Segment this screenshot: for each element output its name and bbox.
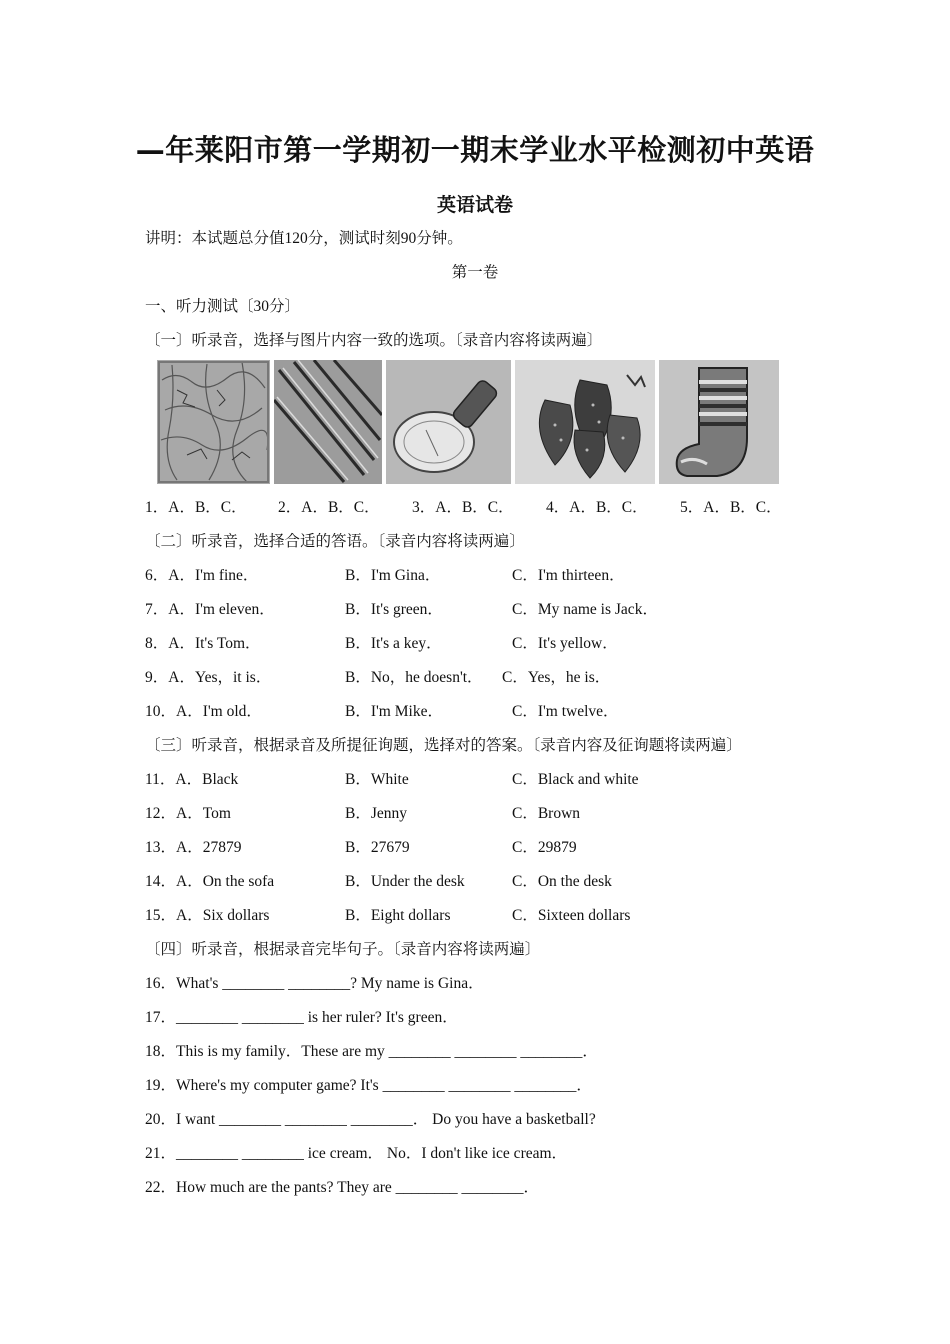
option-b: B．I'm Mike．	[345, 703, 443, 720]
question-22: 22．How much are the pants? They are ________ ________．	[145, 1179, 540, 1196]
option-b: B．Under the desk	[345, 873, 465, 890]
strawberries-icon	[515, 360, 655, 484]
option-c: C．I'm thirteen．	[512, 567, 625, 584]
picture-strip	[157, 360, 791, 484]
question-20: 20．I want ________ ________ ________． Do you have a basketball?	[145, 1111, 596, 1128]
option-a: 8．A．It's Tom．	[145, 635, 261, 652]
option-b: B．Eight dollars	[345, 907, 451, 924]
question-2-options: 2．A．B．C．	[278, 499, 380, 516]
option-b: B．It's a key．	[345, 635, 442, 652]
option-a: 12．A．Tom	[145, 805, 231, 822]
option-c: C．I'm twelve．	[512, 703, 619, 720]
part1-instruction: 〔一〕听录音，选择与图片内容一致的选项。〔录音内容将读两遍〕	[145, 332, 603, 349]
option-b: B．I'm Gina．	[345, 567, 441, 584]
pencils-icon	[274, 360, 382, 484]
option-a: 13．A．27879	[145, 839, 242, 856]
ping-pong-paddle-icon	[386, 360, 511, 484]
page-title: —年莱阳市第一学期初一期末学业水平检测初中英语	[135, 133, 815, 167]
part3-instruction: 〔三〕听录音，根据录音及所提征询题，选择对的答案。〔录音内容及征询题将读两遍〕	[145, 737, 742, 754]
option-c: C．On the desk	[512, 873, 612, 890]
option-c: C．My name is Jack．	[512, 601, 658, 618]
option-a: 11．A．Black	[145, 771, 239, 788]
option-c: C．Brown	[512, 805, 581, 822]
part4-instruction: 〔四〕听录音，根据录音完毕句子。〔录音内容将读两遍〕	[145, 941, 541, 958]
part2-instruction: 〔二〕听录音，选择合适的答语。〔录音内容将读两遍〕	[145, 533, 525, 550]
question-4-options: 4．A．B．C．	[546, 499, 648, 516]
option-b: B．Jenny	[345, 805, 408, 822]
option-a: 6．A．I'm fine．	[145, 567, 259, 584]
question-21: 21．________ ________ ice cream． No．I don't like ice cream．	[145, 1145, 568, 1162]
option-c: C．Sixteen dollars	[512, 907, 631, 924]
option-b: B．It's green．	[345, 601, 443, 618]
volume-heading: 第一卷	[451, 264, 499, 281]
option-c: C．Yes，he is．	[502, 669, 611, 686]
question-16: 16．What's ________ ________? My name is Gina．	[145, 975, 484, 992]
question-19: 19．Where's my computer game? It's ________ ________ ________．	[145, 1077, 592, 1094]
question-18: 18．This is my family．These are my ________ ________ ________．	[145, 1043, 598, 1060]
option-c: C．Black and white	[512, 771, 639, 788]
map-icon	[157, 360, 270, 484]
option-b: B．27679	[345, 839, 410, 856]
option-a: 15．A．Six dollars	[145, 907, 270, 924]
question-5-options: 5．A．B．C．	[680, 499, 782, 516]
exam-note: 讲明：本试题总分值120分，测试时刻90分钟。	[145, 230, 463, 247]
question-3-options: 3．A．B．C．	[412, 499, 514, 516]
option-b: B．White	[345, 771, 409, 788]
option-a: 14．A．On the sofa	[145, 873, 275, 890]
option-c: C．29879	[512, 839, 577, 856]
option-a: 9．A．Yes，it is．	[145, 669, 272, 686]
option-c: C．It's yellow．	[512, 635, 618, 652]
question-1-options: 1．A．B．C．	[145, 499, 247, 516]
option-a: 7．A．I'm eleven．	[145, 601, 275, 618]
section-heading-listening: 一、听力测试〔30分〕	[145, 298, 301, 315]
option-a: 10．A．I'm old．	[145, 703, 262, 720]
sock-icon	[659, 360, 779, 484]
page-subtitle: 英语试卷	[436, 194, 513, 216]
option-b: B．No，he doesn't．	[345, 669, 483, 686]
question-17: 17．________ ________ is her ruler? It's green．	[145, 1009, 458, 1026]
